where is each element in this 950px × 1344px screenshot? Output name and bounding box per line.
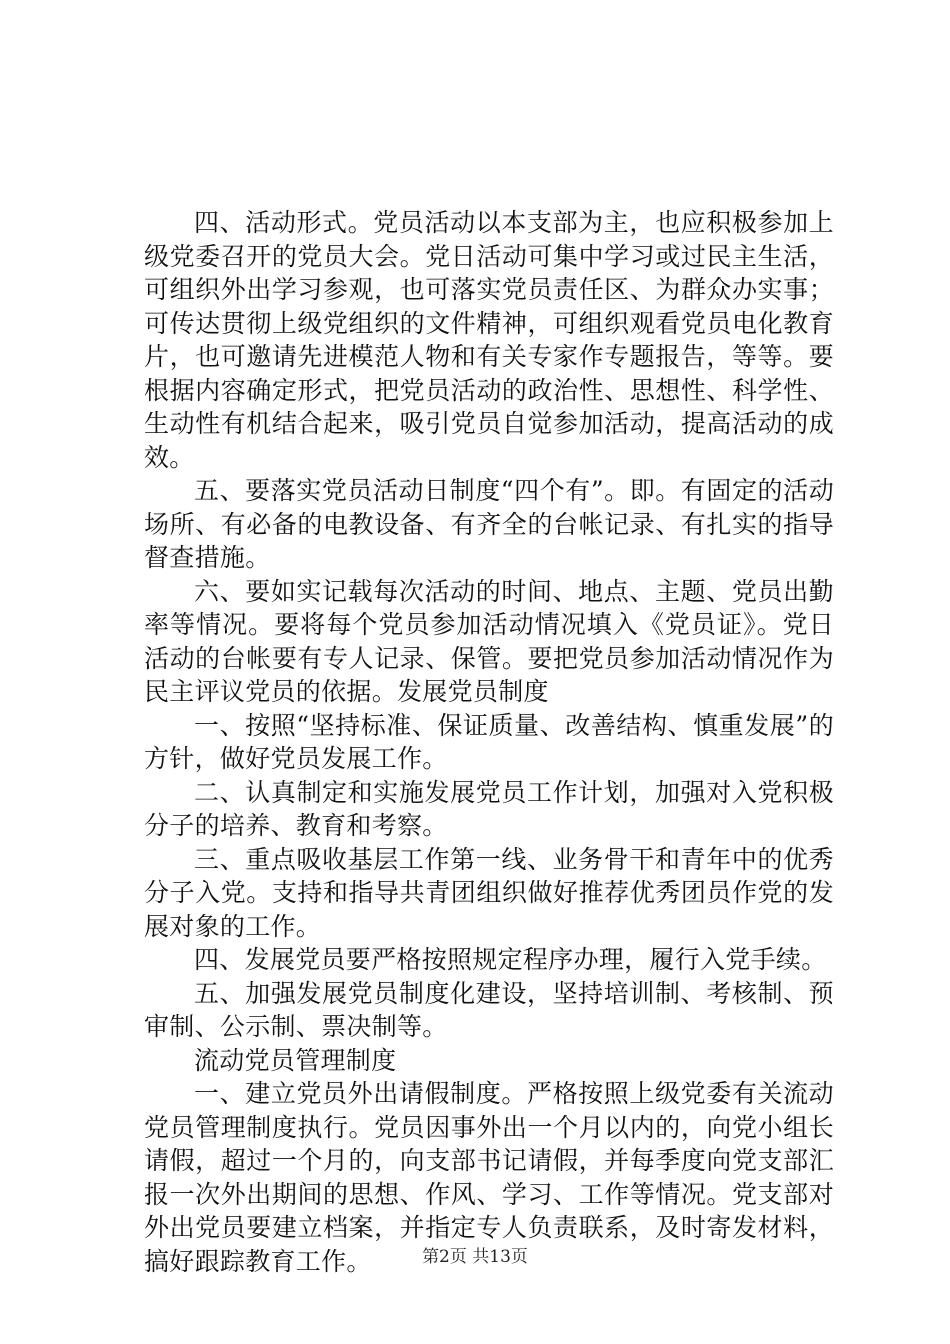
paragraph-activity-records: 六、要如实记载每次活动的时间、地点、主题、党员出勤率等情况。要将每个党员参加活动情况填入《党员证》。党日活动的台帐要有专人记录、保管。要把党员参加活动情况作为民主评议党员的依据。发展党员制度 — [144, 576, 834, 706]
page-number-footer: 第2页 共13页 — [422, 1247, 528, 1267]
paragraph-recruit-frontline: 三、重点吸收基层工作第一线、业务骨干和青年中的优秀分子入党。支持和指导共青团组织做好推荐优秀团员作党的发展对象的工作。 — [144, 844, 834, 941]
paragraph-four-haves: 五、要落实党员活动日制度“四个有”。即。有固定的活动场所、有必备的电教设备、有齐全的台帐记录、有扎实的指导督查措施。 — [144, 476, 834, 572]
paragraph-institutionalization: 五、加强发展党员制度化建设，坚持培训制、考核制、预审制、公示制、票决制等。 — [144, 978, 834, 1041]
document-body — [144, 206, 834, 1278]
paragraph-leave-system: 一、建立党员外出请假制度。严格按照上级党委有关流动党员管理制度执行。党员因事外出一个月以内的，向党小组长请假，超过一个月的，向支部书记请假，并每季度向党支部汇报一次外出期间的思想、作风、学习、工作等情况。党支部对外出党员要建立档案，并指定专人负责联系，及时寄发材料，搞好跟踪教育工作。 — [144, 1079, 834, 1276]
paragraph-development-plan: 二、认真制定和实施发展党员工作计划，加强对入党积极分子的培养、教育和考察。 — [144, 777, 834, 840]
paragraph-activity-form: 四、活动形式。党员活动以本支部为主，也应积极参加上级党委召开的党员大会。党日活动可集中学习或过民主生活，可组织外出学习参观，也可落实党员责任区、为群众办实事；可传达贯彻上级党组织的文件精神，可组织观看党员电化教育片，也可邀请先进模范人物和有关专家作专题报告，等等。要根据内容确定形式，把党员活动的政治性、思想性、科学性、生动性有机结合起来，吸引党员自觉参加活动，提高活动的成效。 — [144, 208, 834, 472]
section-heading-mobile-members: 流动党员管理制度 — [194, 1045, 397, 1075]
paragraph-procedure: 四、发展党员要严格按照规定程序办理，履行入党手续。 — [194, 945, 827, 974]
paragraph-development-guideline: 一、按照“坚持标准、保证质量、改善结构、慎重发展”的方针，做好党员发展工作。 — [144, 710, 834, 773]
